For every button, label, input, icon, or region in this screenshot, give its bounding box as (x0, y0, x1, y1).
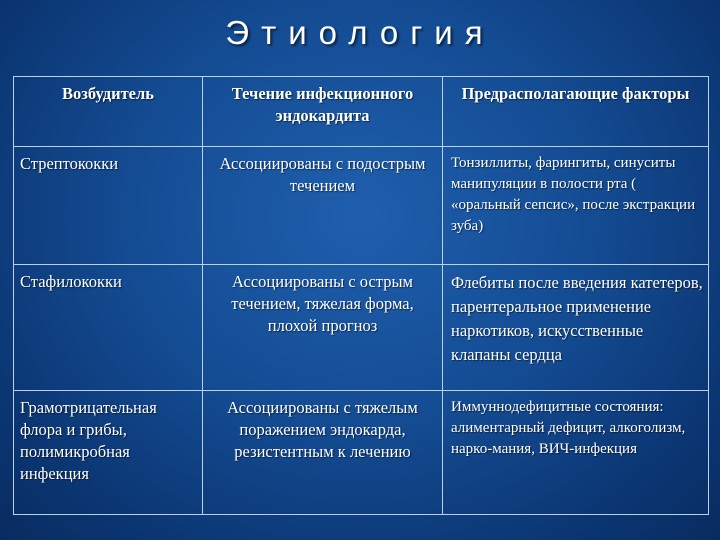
table-row (14, 265, 709, 391)
cell-factors: Тонзиллиты, фарингиты, синуситы манипуляции в полости рта ( «оральный сепсис», после экстракции зуба) (443, 147, 709, 265)
cell-factors: Иммуннодефицитные состояния: алиментарный дефицит, алкоголизм, нарко-мания, ВИЧ-инфекция (443, 391, 709, 515)
cell-pathogen: Грамотрицательная флора и грибы, полимикробная инфекция (14, 391, 203, 515)
table-row (14, 391, 709, 515)
cell-pathogen: Стрептококки (14, 147, 203, 265)
etiology-table (13, 76, 709, 515)
cell-course: Ассоциированы с подострым течением (203, 147, 443, 265)
cell-course: Ассоциированы с острым течением, тяжелая форма, плохой прогноз (203, 265, 443, 391)
cell-pathogen: Стафилококки (14, 265, 203, 391)
header-pathogen: Возбудитель (14, 77, 203, 147)
header-factors: Предрасполагающие факторы (443, 77, 709, 147)
slide-title: Этиология (225, 14, 495, 51)
table-header-row (14, 77, 709, 147)
cell-factors: Флебиты после введения катетеров, парентеральное применение наркотиков, искусственные клапаны сердца (443, 265, 709, 391)
table-row (14, 147, 709, 265)
cell-course: Ассоциированы с тяжелым поражением эндокарда, резистентным к лечению (203, 391, 443, 515)
header-course: Течение инфекционного эндокардита (203, 77, 443, 147)
